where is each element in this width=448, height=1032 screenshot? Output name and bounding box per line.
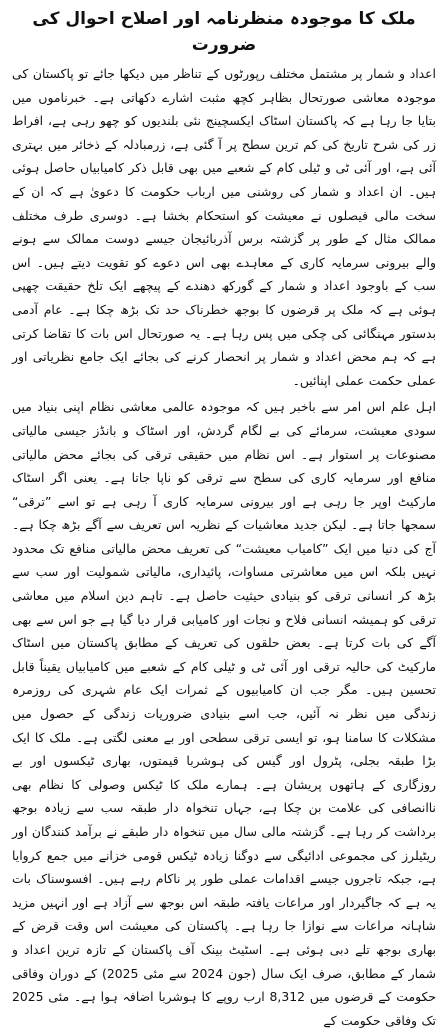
article-paragraph-2: اہل علم اس امر سے باخبر ہیں کہ موجودہ عالمی معاشی نظام اپنی بنیاد میں سودی معیشت، سرمائے کی بے لگام گردش، اور اسٹاک و بانڈز جیسی مالیاتی مصنوعات پر استوار ہے۔ اس نظام میں حقیقی ترقی کی بجائے محض مالیاتی منافع اور سرمایہ کاری کی سطح سے ترقی کو ناپا جاتا ہے۔ یعنی اگر اسٹاک مارکیٹ اوپر جا رہی ہے اور بیرونی سرمایہ کاری آ رہی ہے تو اسے ”ترقی“ سمجھا جاتا ہے۔ لیکن جدید معاشیات کے نظریہ اس تعریف سے آگے بڑھ چکا ہے۔ آج کی دنیا میں ایک ”کامیاب معیشت“ کی تعریف محض مالیاتی منافع تک محدود نہیں بلکہ اس میں معاشرتی مساوات، پائیداری، مالیاتی شمولیت اور سب سے بڑھ کر انسانی ترقی کو بنیادی حیثیت حاصل ہے۔ تاہم دین اسلام میں معاشی ترقی کو ہمیشہ انسانی فلاح و نجات اور کامیابی قرار دیا گیا ہے جو اس سے بھی آگے کی بات کرتا ہے۔ بعض حلقوں کی تعریف کے مطابق پاکستان میں اسٹاک مارکیٹ کی حالیہ ترقی اور آئی ٹی و ٹیلی کام کے شعبے میں کامیابیاں یقیناً قابل تحسین ہیں۔ مگر جب ان کامیابیوں کے ثمرات ایک عام شہری کی روزمرہ زندگی میں نظر نہ آئیں، جب اسے بنیادی ضروریات زندگی کے حصول میں مشکلات کا سامنا ہو، تو ایسی ترقی سطحی اور بے معنی لگتی ہے۔ ملک کا ایک بڑا طبقہ بجلی، پٹرول اور گیس کی ہوشربا قیمتوں، بھاری ٹیکسوں اور بے روزگاری کے ہاتھوں پریشان ہے۔ ہمارے ملک کا ٹیکس وصولی کا نظام بھی ناانصافی کی علامت بن چکا ہے، جہاں تنخواہ دار طبقہ سب سے زیادہ بوجھ برداشت کر رہا ہے۔ گزشتہ مالی سال میں تنخواہ دار طبقے نے برآمد کنندگان اور ریٹیلرز کی مجموعی ادائیگی سے دوگنا زیادہ ٹیکس قومی خزانے میں جمع کروایا ہے، جبکہ تاجروں جیسے اقدامات عملی طور پر ناکام رہے ہیں۔ افسوسناک بات یہ ہے کہ جاگیردار اور مراعات یافتہ طبقہ اس بوجھ سے آزاد ہے اور انہیں مزید شاہانہ مراعات سے نوازا جا رہا ہے۔ پاکستان کی معیشت اس وقت قرض کے بھاری بوجھ تلے دبی ہوئی ہے۔ اسٹیٹ بینک آف پاکستان کے تازہ ترین اعداد و شمار کے مطابق، صرف ایک سال (جون 2024 سے مئی 2025) کے دوران وفاقی حکومت کے قرضوں میں 8,312 ارب روپے کا ہوشربا اضافہ ہوا ہے۔ مئی 2025 تک وفاقی حکومت کے	[12, 399, 436, 1028]
article-paragraph-1: اعداد و شمار پر مشتمل مختلف رپورٹوں کے تناظر میں دیکھا جائے تو پاکستان کی موجودہ معاشی صورتحال بظاہر کچھ مثبت اشارے دکھاتی ہے۔ خبرناموں میں بتایا جا رہا ہے کہ پاکستان اسٹاک ایکسچینج نئی بلندیوں کو چھو رہی ہے، افراط زر کی شرح تاریخ کی کم ترین سطح پر آ گئی ہے، زرمبادلہ کے ذخائر میں بہتری آئی ہے، اور آئی ٹی و ٹیلی کام کے شعبے میں بھی قابل ذکر کامیابیاں حاصل ہوئی ہیں۔ ان اعداد و شمار کی روشنی میں ارباب حکومت کا دعویٰ ہے کہ ان کے سخت مالی فیصلوں نے معیشت کو استحکام بخشا ہے۔ دوسری طرف مختلف ممالک مثال کے طور پر گزشتہ برس آذربائیجان جیسے دوست ممالک سے ہونے والے بیرونی سرمایہ کاری کے معاہدے بھی اس دعوے کو تقویت دیتے ہیں۔ اس سب کے باوجود اعداد و شمار کے گورکھ دھندے کے پیچھے ایک تلخ حقیقت چھپی ہوئی ہے کہ ملک پر قرضوں کا بوجھ خطرناک حد تک بڑھ چکا ہے۔ عام آدمی بدستور مہنگائی کی چکی میں پس رہا ہے۔ یہ صورتحال اس بات کا تقاضا کرتی ہے کہ ہم محض اعداد و شمار پر انحصار کرنے کی بجائے ایک جامع نظریاتی اور عملی حکمت عملی اپنائیں۔	[12, 66, 436, 388]
article-title: ملک کا موجودہ منظرنامہ اور اصلاح احوال کی ضرورت	[32, 9, 416, 55]
